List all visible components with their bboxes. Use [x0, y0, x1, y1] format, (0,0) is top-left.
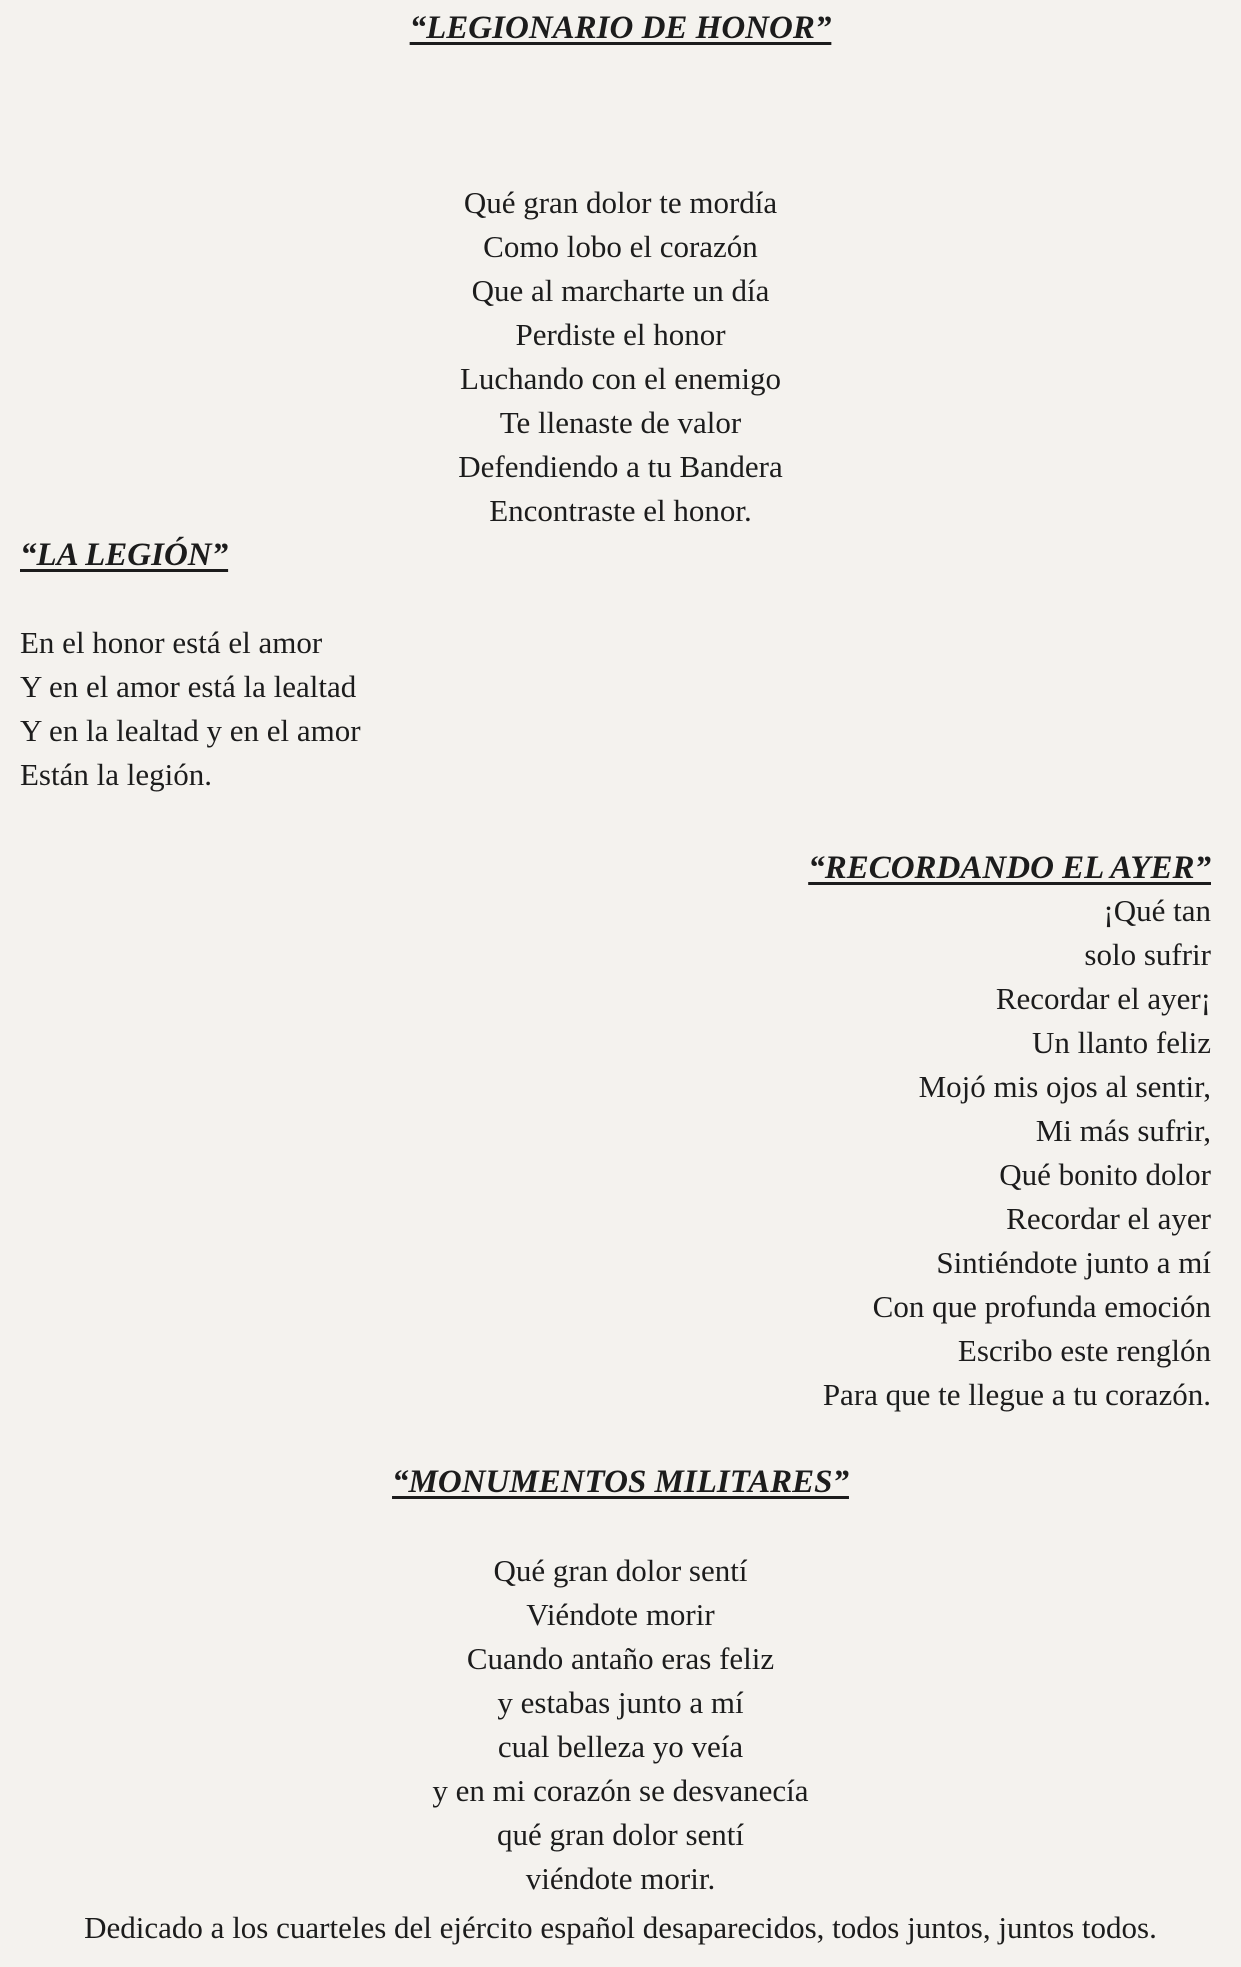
poem-body-legionario-de-honor — [0, 181, 1241, 533]
poem-line: ¡Qué tan — [1103, 893, 1211, 928]
poem-line: Qué gran dolor te mordía — [463, 185, 778, 220]
poem-title-recordando-el-ayer: “RECORDANDO EL AYER” — [808, 850, 1211, 886]
poem-line: Luchando con el enemigo — [459, 361, 782, 396]
poem-line: Sintiéndote junto a mí — [936, 1245, 1211, 1280]
poem-line: Mojó mis ojos al sentir, — [918, 1069, 1211, 1104]
poem-body-monumentos-militares — [0, 1549, 1241, 1901]
dedication-text: Dedicado a los cuarteles del ejército español desaparecidos, todos juntos, juntos todos. — [84, 1910, 1157, 1945]
poem-line: Para que te llegue a tu corazón. — [822, 1377, 1211, 1412]
poem-line: Qué gran dolor sentí — [493, 1553, 748, 1588]
poem-line: Cuando antaño eras feliz — [466, 1641, 775, 1676]
poem-line: y estabas junto a mí — [497, 1685, 744, 1720]
poem-title-monumentos-militares: “MONUMENTOS MILITARES” — [392, 1464, 849, 1500]
poem-line: Un llanto feliz — [1031, 1025, 1211, 1060]
poem-line: Están la legión. — [20, 757, 212, 792]
poem-line: Viéndote morir — [526, 1597, 715, 1632]
poem-line: Con que profunda emoción — [872, 1289, 1211, 1324]
poem-line: Escribo este renglón — [957, 1333, 1211, 1368]
poem-line: Qué bonito dolor — [999, 1157, 1211, 1192]
poem-line: Recordar el ayer¡ — [995, 981, 1211, 1016]
poem-line: solo sufrir — [1084, 937, 1211, 972]
poem-line: cual belleza yo veía — [497, 1729, 744, 1764]
poem-line: Perdiste el honor — [515, 317, 726, 352]
poem-line: Y en el amor está la lealtad — [20, 669, 357, 704]
poem-title-legionario-de-honor: “LEGIONARIO DE HONOR” — [409, 10, 832, 46]
poem-line: Como lobo el corazón — [483, 229, 758, 264]
poem-line: Que al marcharte un día — [471, 273, 770, 308]
poem-line: En el honor está el amor — [20, 625, 323, 660]
poem-line: viéndote morir. — [525, 1861, 716, 1896]
poem-line: y en mi corazón se desvanecía — [432, 1773, 809, 1808]
poem-line: Encontraste el honor. — [489, 493, 752, 528]
poem-line: Defendiendo a tu Bandera — [458, 449, 783, 484]
poem-line: Y en la lealtad y en el amor — [20, 713, 361, 748]
poem-line: Mi más sufrir, — [1035, 1113, 1211, 1148]
poem-line: Te llenaste de valor — [499, 405, 742, 440]
poem-line: qué gran dolor sentí — [496, 1817, 745, 1852]
poem-body-la-legion — [20, 621, 361, 797]
poem-line: Recordar el ayer — [1006, 1201, 1211, 1236]
poem-title-la-legion: “LA LEGIÓN” — [20, 537, 229, 573]
poem-body-recordando-el-ayer — [823, 889, 1211, 1417]
